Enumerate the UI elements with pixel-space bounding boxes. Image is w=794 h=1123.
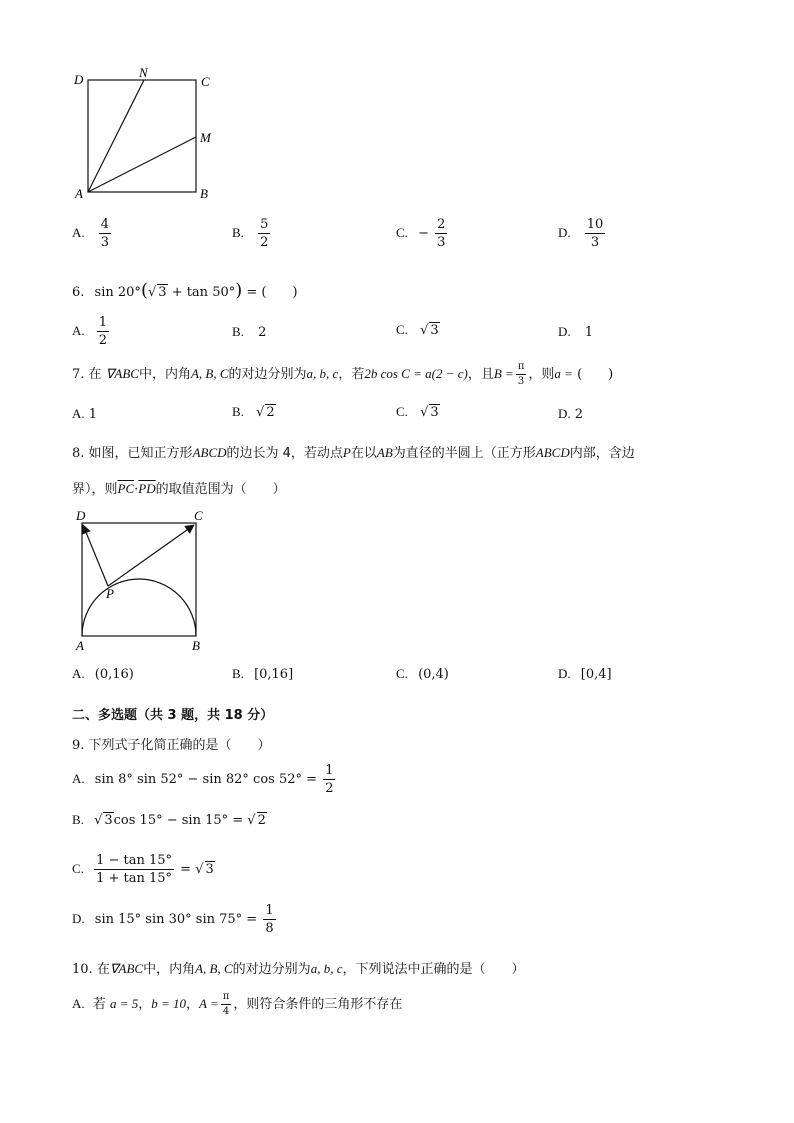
section-title: 二、多选题（共 3 题，共 18 分） bbox=[72, 708, 274, 723]
fraction: $\frac{4}{3}$ bbox=[100, 217, 110, 250]
q10-option-a[interactable]: A. 若 a = 5，b = 10，A = $\frac{\pi}{4}$ ，则符合条件的三角形不存在 bbox=[72, 991, 403, 1017]
q5-option-c[interactable]: C. − $\frac{2}{3}$ bbox=[396, 217, 446, 250]
label-A: A bbox=[75, 186, 83, 201]
q8-option-d[interactable]: D. [0,4] bbox=[558, 666, 612, 682]
q7-option-a[interactable]: A. 1 bbox=[72, 406, 98, 422]
q8-option-b[interactable]: B. [0,16] bbox=[232, 666, 294, 682]
q6-stem: 6. sin 20°( √ 3 + tan 50°) = ( ) bbox=[72, 280, 298, 301]
label-P: P bbox=[106, 586, 114, 601]
label-D: D bbox=[74, 72, 84, 87]
figure-square-semicircle bbox=[70, 506, 220, 656]
q6-option-a[interactable]: A. $\frac{1}{2}$ bbox=[72, 315, 108, 348]
label-C: C bbox=[201, 74, 210, 89]
q9-option-c[interactable]: C. $\frac{1 - \tan 15^\circ}{1 + \tan 15^\circ}$ = √ 3 bbox=[72, 853, 214, 886]
q10-stem: 10. 在∇ABC中，内角A, B, C的对边分别为a, b, c，下列说法中正确的是（ ） bbox=[72, 961, 525, 977]
q5-option-d[interactable]: D. $\frac{10}{3}$ bbox=[558, 217, 604, 250]
figure-square-anm bbox=[70, 66, 230, 206]
q9-stem: 9. 下列式子化简正确的是（ ） bbox=[72, 738, 271, 753]
q9-option-b[interactable]: B. √ 3 cos 15° − sin 15° = √ 2 bbox=[72, 812, 266, 828]
label-B: B bbox=[200, 186, 208, 201]
label-D: D bbox=[76, 508, 86, 523]
vector-pc: $\overline{PC}$ bbox=[117, 481, 135, 496]
sqrt: √ 3 bbox=[147, 285, 167, 300]
q5-option-b[interactable]: B. $\frac{5}{2}$ bbox=[232, 217, 269, 250]
q6-option-c[interactable]: C. √ 3 bbox=[396, 322, 439, 338]
q7-option-b[interactable]: B. √ 2 bbox=[232, 404, 275, 420]
q8-option-a[interactable]: A. (0,16) bbox=[72, 666, 134, 682]
q8-stem-line2: 界），则$\overline{PC}\cdot\overline{PD}$的取值范围为（ ） bbox=[72, 481, 286, 497]
q6-option-d[interactable]: D. 1 bbox=[558, 324, 594, 340]
q7-option-d[interactable]: D. 2 bbox=[558, 406, 584, 422]
q5-option-a[interactable]: A. $\frac{4}{3}$ bbox=[72, 217, 110, 250]
fraction: $\frac{10}{3}$ bbox=[586, 217, 604, 250]
label-M: M bbox=[200, 130, 211, 145]
label-N: N bbox=[139, 66, 148, 80]
q7-stem: 7. 在 ∇ABC中，内角A, B, C的对边分别为a, b, c，若2b cos C = a(2 − c)，且B = $\frac{\pi}{3}$ ，则a = ( ) bbox=[72, 361, 614, 387]
label-C: C bbox=[194, 508, 203, 523]
label-A: A bbox=[76, 638, 84, 653]
q6-option-b[interactable]: B. 2 bbox=[232, 324, 267, 340]
q8-option-c[interactable]: C. (0,4) bbox=[396, 666, 449, 682]
fraction: $\frac{2}{3}$ bbox=[437, 217, 446, 250]
q8-stem-line1: 8. 如图，已知正方形ABCD的边长为 4，若动点P在以AB为直径的半圆上（正方形ABCD内部，含边 bbox=[72, 445, 635, 461]
fraction: $\frac{5}{2}$ bbox=[260, 217, 269, 250]
vector-pd: $\overline{PD}$ bbox=[138, 481, 156, 496]
label-B: B bbox=[192, 638, 200, 653]
q9-option-a[interactable]: A. sin 8° sin 52° − sin 82° cos 52° = $\frac{1}{2}$ bbox=[72, 763, 334, 796]
q7-option-c[interactable]: C. √ 3 bbox=[396, 404, 439, 420]
q9-option-d[interactable]: D. sin 15° sin 30° sin 75° = $\frac{1}{8}$ bbox=[72, 903, 274, 936]
